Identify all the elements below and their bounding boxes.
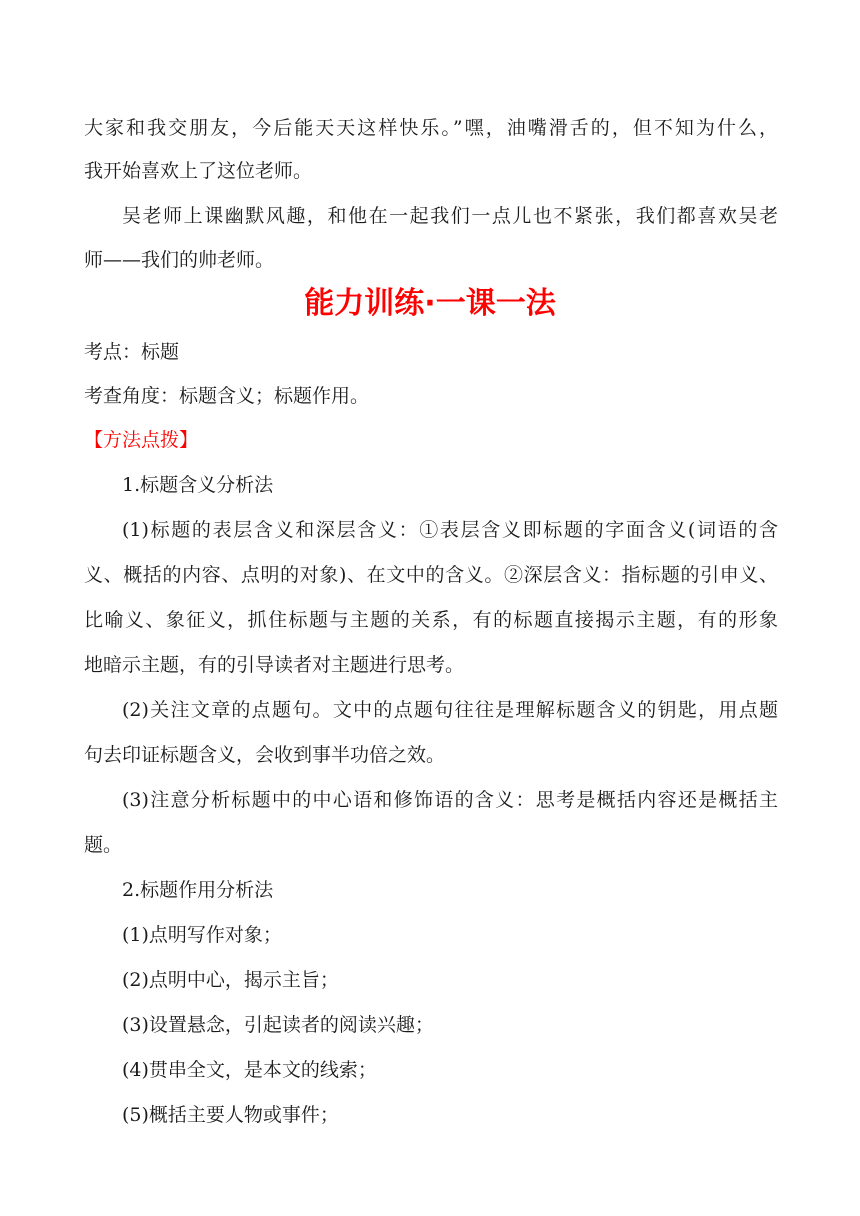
kaocha-jiaodu-line: 考查角度：标题含义；标题作用。	[84, 385, 370, 407]
story-line-2: 我开始喜欢上了这位老师。	[84, 160, 313, 182]
method2-item-2: (2)点明中心，揭示主旨；	[122, 969, 339, 991]
story-line-1: 大家和我交朋友，今后能天天这样快乐。”嘿，油嘴滑舌的，但不知为什么，	[84, 117, 778, 139]
method1-p2-line1: (2)关注文章的点题句。文中的点题句往往是理解标题含义的钥匙，用点题	[122, 699, 778, 721]
method-label: 【方法点拨】	[84, 429, 199, 451]
method2-item-5: (5)概括主要人物或事件；	[122, 1104, 339, 1126]
story-line-4: 师——我们的帅老师。	[84, 249, 275, 271]
story-line-3: 吴老师上课幽默风趣，和他在一起我们一点儿也不紧张，我们都喜欢吴老	[122, 205, 778, 227]
method1-p3-line2: 题。	[84, 834, 123, 856]
method1-p3-line1: (3)注意分析标题中的中心语和修饰语的含义：思考是概括内容还是概括主	[122, 789, 778, 811]
method1-p1-line1: (1)标题的表层含义和深层含义：①表层含义即标题的字面含义(词语的含	[122, 519, 778, 541]
method2-heading: 2.标题作用分析法	[122, 879, 274, 901]
method2-item-1: (1)点明写作对象；	[122, 924, 282, 946]
method1-p2-line2: 句去印证标题含义，会收到事半功倍之效。	[84, 744, 446, 766]
method1-p1-line3: 比喻义、象征义，抓住标题与主题的关系，有的标题直接揭示主题，有的形象	[84, 609, 778, 631]
method1-p1-line4: 地暗示主题，有的引导读者对主题进行思考。	[84, 654, 465, 676]
method2-item-3: (3)设置悬念，引起读者的阅读兴趣；	[122, 1014, 434, 1036]
method2-item-4: (4)贯串全文，是本文的线索；	[122, 1059, 377, 1081]
method1-heading: 1.标题含义分析法	[122, 474, 274, 496]
kaodian-line: 考点：标题	[84, 341, 180, 363]
method1-p1-line2: 义、概括的内容、点明的对象)、在文中的含义。②深层含义：指标题的引申义、	[84, 564, 778, 586]
section-title: 能力训练·一课一法	[304, 286, 556, 321]
